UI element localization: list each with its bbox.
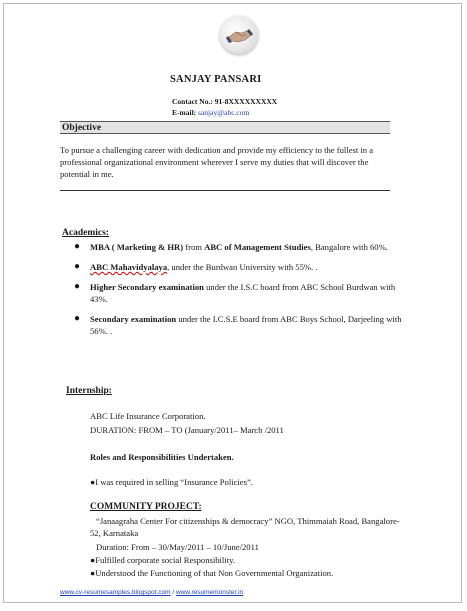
community-point: ●Understood the Functioning of that Non Governmental Organization. (90, 568, 334, 578)
footer-link-resume[interactable]: www.resumemonster.in (175, 589, 244, 596)
list-item (74, 281, 404, 305)
item-text: , under the Burdwan University with 55%. . (167, 262, 318, 272)
item-text: from (183, 242, 205, 252)
community-point: ●Fulfilled corporate social Responsibility. (90, 555, 235, 565)
list-item (74, 261, 404, 273)
handshake-logo (220, 16, 258, 54)
item-text: under the I.S.C board from ABC School Burdwan with 43%. (90, 282, 396, 304)
email-link[interactable]: sanjay@abc.com (198, 108, 250, 117)
candidate-name: SANJAY PANSARI (170, 74, 262, 85)
footer-link-cv[interactable]: www.cv-resumesamples.blogspot.com (60, 589, 171, 596)
item-bold: Secondary examination (90, 314, 177, 324)
list-item (74, 241, 404, 253)
item-text: , Bangalore with 60%. (310, 242, 388, 252)
objective-heading: Objective (60, 121, 390, 134)
objective-text: To pursue a challenging career with dedication and provide my efficiency to the fullest in a professional organizational environment wherever I serve my duties that will discover the potential in me. (60, 145, 374, 179)
bullet-icon: ● (74, 261, 81, 272)
contact-number: Contact No.: 91-8XXXXXXXXX (172, 97, 278, 106)
item-bold: MBA ( Marketing & HR) (90, 242, 184, 252)
internship-heading: Internship: (66, 386, 112, 396)
divider (60, 190, 390, 191)
handshake-icon (220, 16, 258, 54)
community-heading: COMMUNITY PROJECT: (90, 502, 202, 512)
academics-heading: Academics: (62, 228, 109, 238)
role-item: ●I was required in selling “Insurance Policies”. (90, 477, 253, 487)
item-bold: Higher Secondary examination (90, 282, 204, 292)
footer-separator: / (170, 589, 176, 596)
internship-duration: DURATION: FROM – TO (January/2011– March /2011 (90, 425, 284, 435)
email-line (172, 107, 277, 118)
bullet-icon: ● (74, 281, 81, 292)
item-bold: ABC of Management Studies (204, 242, 311, 252)
internship-company: ABC Life Insurance Corporation. (90, 411, 206, 421)
academics-list (74, 241, 404, 345)
community-ngo: “Janaagraha Center For citizenships & democracy” NGO, Thimmaiah Road, Bangalore-52, Karnataka (90, 516, 400, 538)
item-text: under the I.C.S.E board from ABC Boys School, Darjeeling with 56%. . (90, 314, 402, 336)
bullet-icon: ● (74, 241, 81, 252)
email-label: E-mail: (172, 108, 199, 117)
contact-block (172, 96, 277, 118)
roles-heading: Roles and Responsibilities Undertaken. (90, 452, 234, 462)
footer-links (60, 589, 243, 596)
community-duration: Duration: From – 30/May/2011 – 10/June/2011 (96, 542, 259, 552)
bullet-icon: ● (74, 313, 81, 324)
list-item (74, 313, 404, 337)
item-bold: ABC Mahavidyalaya (90, 262, 168, 272)
